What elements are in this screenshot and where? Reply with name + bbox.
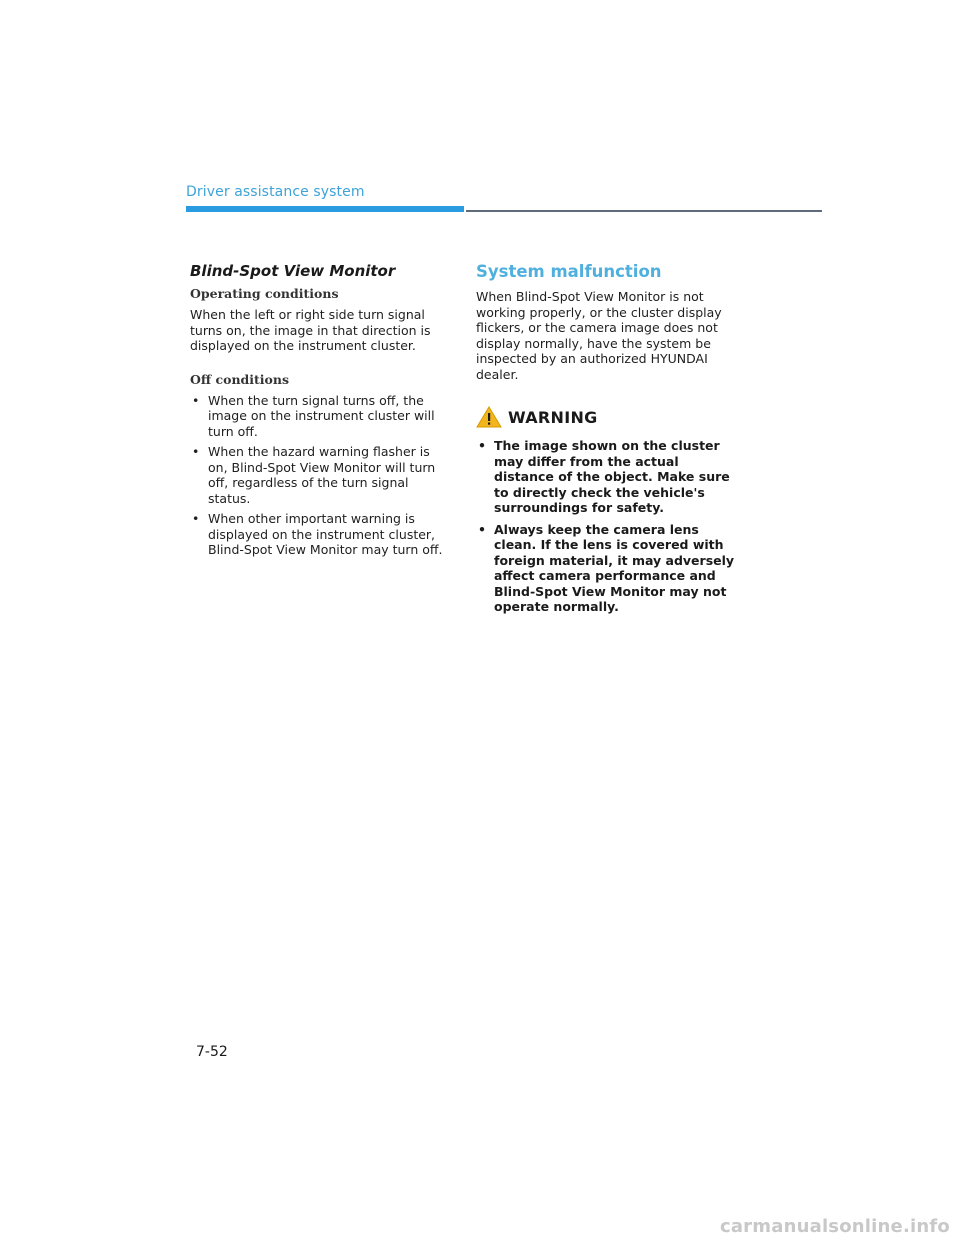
operating-conditions-text: When the left or right side turn signal turns on, the image in that direction is displayed on the instrument cluster. <box>190 307 431 353</box>
warning-header <box>476 406 736 428</box>
header-rule <box>466 210 822 212</box>
list-item: • The image shown on the cluster may differ from the actual distance of the object. Make sure to directly check the vehicle's surroundings for safety. <box>478 438 730 515</box>
system-malfunction-text: When Blind-Spot View Monitor is not working properly, or the cluster display flickers, or the camera image does not display normally, have the system be inspected by an authorized HYUNDAI dealer. <box>476 289 722 382</box>
left-column <box>190 262 452 563</box>
warning-triangle-icon <box>476 406 502 428</box>
bullet-icon: • <box>192 511 200 526</box>
bullet-icon: • <box>192 444 200 459</box>
list-item: • When the turn signal turns off, the image on the instrument cluster will turn off. <box>192 392 435 439</box>
watermark: carmanualsonline.info <box>719 1216 950 1237</box>
bullet-icon: • <box>478 521 486 537</box>
page-number: 7-52 <box>196 1044 228 1060</box>
operating-conditions-heading: Operating conditions <box>190 286 339 301</box>
section-title: Blind-Spot View Monitor <box>190 262 396 280</box>
warning-list <box>476 438 736 615</box>
list-item: • Always keep the camera lens clean. If the lens is covered with foreign material, it may adversely affect camera performance and Blind-Spot View Monitor may not operate normally. <box>478 521 735 614</box>
list-item: • When other important warning is displayed on the instrument cluster, Blind-Spot View Monitor may turn off. <box>192 511 443 557</box>
bullet-icon: • <box>192 392 200 408</box>
right-column <box>476 262 736 621</box>
off-conditions-heading: Off conditions <box>190 371 290 387</box>
header-accent-bar <box>186 206 464 212</box>
system-malfunction-heading: System malfunction <box>476 262 662 281</box>
warning-label: WARNING <box>508 407 598 427</box>
running-header: Driver assistance system <box>186 184 365 200</box>
off-conditions-list <box>190 393 452 558</box>
list-item: • When the hazard warning flasher is on, Blind-Spot View Monitor will turn off, regardless of the turn signal status. <box>192 444 436 506</box>
bullet-icon: • <box>478 438 486 453</box>
